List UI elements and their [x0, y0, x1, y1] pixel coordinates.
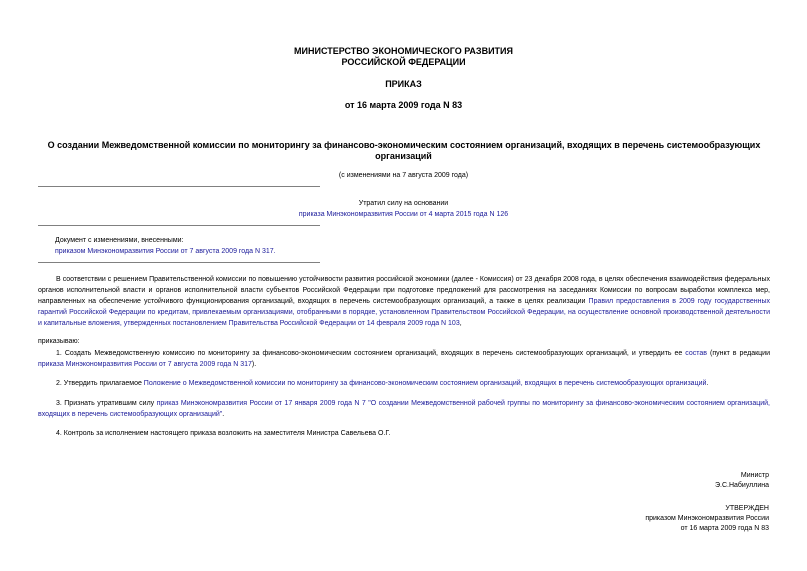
- lost-force-link[interactable]: приказа Минэкономразвития России от 4 марта 2015 года N 126: [298, 211, 509, 218]
- signature-name: Э.С.Набиуллина: [714, 482, 769, 489]
- preamble-paragraph: [38, 274, 770, 329]
- signature-block: [715, 471, 769, 491]
- lost-force-label: Утратил силу на основании: [358, 200, 449, 207]
- item-2-end: .: [706, 380, 709, 387]
- signature-position: Министр: [740, 472, 769, 479]
- changes-label: Документ с изменениями, внесенными:: [55, 237, 184, 244]
- item-1: [38, 348, 770, 370]
- ministry-name-line2: РОССИЙСКОЙ ФЕДЕРАЦИИ: [341, 57, 466, 67]
- divider: [38, 225, 320, 226]
- item-2-text: 2. Утвердить прилагаемое: [56, 380, 144, 387]
- repealed-order-link[interactable]: приказ Минэкономразвития России от 17 января 2009 года N 7 "О создании Межведомственной рабочей группы по мониторингу за финансово-экономическим состоянием организаций, входящих в перечень системообразующих организаций": [38, 400, 770, 418]
- item-1-end: ).: [251, 361, 257, 368]
- amendment-order-link[interactable]: приказа Минэкономразвития России от 7 августа 2009 года N 317: [38, 361, 252, 368]
- preamble-end: ,: [459, 320, 462, 327]
- changes-link[interactable]: приказом Минэкономразвития России от 7 августа 2009 года N 317.: [55, 248, 276, 255]
- item-3: [38, 398, 770, 420]
- composition-link[interactable]: состав: [685, 350, 708, 357]
- item-2: [38, 378, 770, 389]
- divider: [38, 262, 320, 263]
- doc-title-line1: О создании Межведомственной комиссии по мониторингу за финансово-экономическим состоянием организаций, входящих в перечень системообразующих: [47, 140, 761, 150]
- item-3-text: 3. Признать утратившим силу: [56, 400, 157, 407]
- doc-title-line2: организаций: [375, 151, 432, 161]
- approval-line2: от 16 марта 2009 года N 83: [680, 525, 769, 532]
- order-word: приказываю:: [38, 338, 80, 345]
- approval-line1: приказом Минэкономразвития России: [645, 515, 769, 522]
- doc-type: ПРИКАЗ: [385, 79, 422, 89]
- item-3-end: .: [222, 411, 225, 418]
- item-4-text: 4. Контроль за исполнением настоящего приказа возложить на заместителя Министра Савельева О.Г.: [56, 430, 391, 437]
- doc-date: от 16 марта 2009 года N 83: [344, 100, 463, 110]
- divider: [38, 186, 320, 187]
- rules-link[interactable]: Правил предоставления в 2009 году государственных гарантий Российской Федерации по кредитам, привлекаемым организациями, отобранными в порядке, установленном Правительством Российской Федерации, на осуществление основной производственной деятельности и капитальные вложения, утвержденных постановлением Правительства Российской Федерации от 14 февраля 2009 года N 103: [38, 298, 770, 327]
- ministry-name-line1: МИНИСТЕРСТВО ЭКОНОМИЧЕСКОГО РАЗВИТИЯ: [294, 46, 513, 56]
- approval-block: [645, 504, 769, 534]
- item-1-text: 1. Создать Межведомственную комиссию по мониторингу за финансово-экономическим состоянием организаций, входящих в перечень системообразующих организаций, и утвердить ее: [56, 350, 686, 357]
- item-1-mid: (пункт в редакции: [707, 350, 771, 357]
- item-4: [38, 428, 770, 439]
- amendments-note: (с изменениями на 7 августа 2009 года): [338, 172, 469, 179]
- preamble-text: В соответствии с решением Правительственной комиссии по повышению устойчивости развития российской экономики (далее - Комиссия) от 23 декабря 2008 года, в целях обеспечения взаимодействия федеральных органов исполнительной власти и органов исполнительной власти субъектов Российской Федерации при подготовке предложений для рассмотрения на заседаниях Комиссии по вопросам выработки комплекса мер, направленных на обеспечение устойчивого функционирования организаций, входящих в перечень системообразующих организаций, а также в целях реализации: [38, 276, 770, 305]
- approval-word: УТВЕРЖДЕН: [725, 505, 769, 512]
- regulation-link[interactable]: Положение о Межведомственной комиссии по мониторингу за финансово-экономическим состоянием организаций, входящих в перечень системообразующих организаций: [143, 380, 707, 387]
